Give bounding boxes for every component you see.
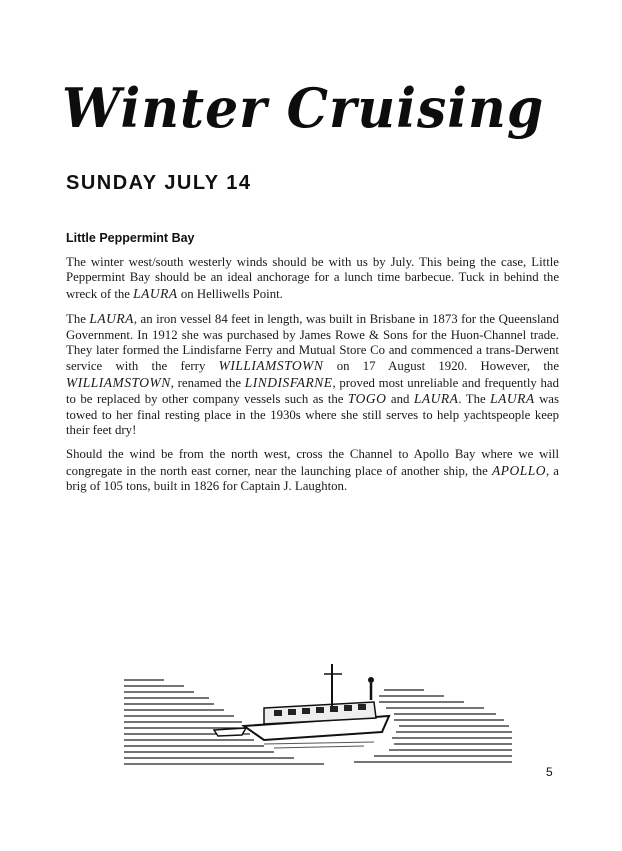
boat-illustration xyxy=(124,660,514,770)
figure-head xyxy=(368,677,374,683)
text-run: Should the wind be from the north west, cross the Channel to Apollo Bay where we will congregate in the north east corner, near the launching place of another ship, the xyxy=(66,447,559,478)
dinghy xyxy=(214,728,246,736)
text-run: on Helliwells Point. xyxy=(177,286,283,301)
text-run: was towed to her final resting place in the 1930s where she still serves to help yachtspeople keep their feet dry! xyxy=(66,392,559,438)
paragraph-1 xyxy=(66,255,559,302)
ship-name: LAURA xyxy=(490,391,535,407)
ship-name: APOLLO xyxy=(491,462,546,478)
ship-name: LINDISFARNE xyxy=(244,374,333,390)
reflection xyxy=(264,742,374,748)
text-run: , renamed the xyxy=(170,375,245,390)
page-number: 5 xyxy=(546,765,553,779)
ship-name: WILLIAMSTOWN xyxy=(66,374,171,390)
ship-name: WILLIAMSTOWN xyxy=(218,358,324,374)
text-run: on 17 August 1920. However, the xyxy=(323,359,560,374)
ship-name: TOGO xyxy=(347,391,387,407)
ship-name: LAURA xyxy=(413,391,459,407)
text-run: , proved most unreliable and frequently had to be replaced by other company vessels such as the xyxy=(66,375,559,407)
text-run: , an iron vessel 84 feet in length, was built in Brisbane in 1873 for the Queensland Government. In 1912 she was purchased by James Rowe & Sons for the Huon-Channel trade. They later formed the Lindisfarne Ferry and Mutual Store Co and commenced a trans-Derwent service with the ferry xyxy=(66,312,559,374)
text-run: The winter west/south westerly winds should be with us by July. This being the case, Little Peppermint Bay should be an ideal anchorage for a lunch time barbecue. Tuck in behind the wreck of the xyxy=(66,255,559,301)
text-run: and xyxy=(386,392,414,407)
article-body xyxy=(66,255,559,504)
event-date: SUNDAY JULY 14 xyxy=(66,172,252,194)
ship-name: LAURA xyxy=(89,311,134,327)
text-run: , a brig of 105 tons, built in 1826 for Captain J. Laughton. xyxy=(66,463,559,494)
page-title: Winter Cruising xyxy=(62,76,545,141)
text-run: . The xyxy=(458,392,491,407)
location-heading: Little Peppermint Bay xyxy=(66,231,195,245)
paragraph-3 xyxy=(66,447,559,494)
text-run: The xyxy=(66,312,90,327)
paragraph-2 xyxy=(66,311,559,438)
ship-name: LAURA xyxy=(133,285,178,301)
